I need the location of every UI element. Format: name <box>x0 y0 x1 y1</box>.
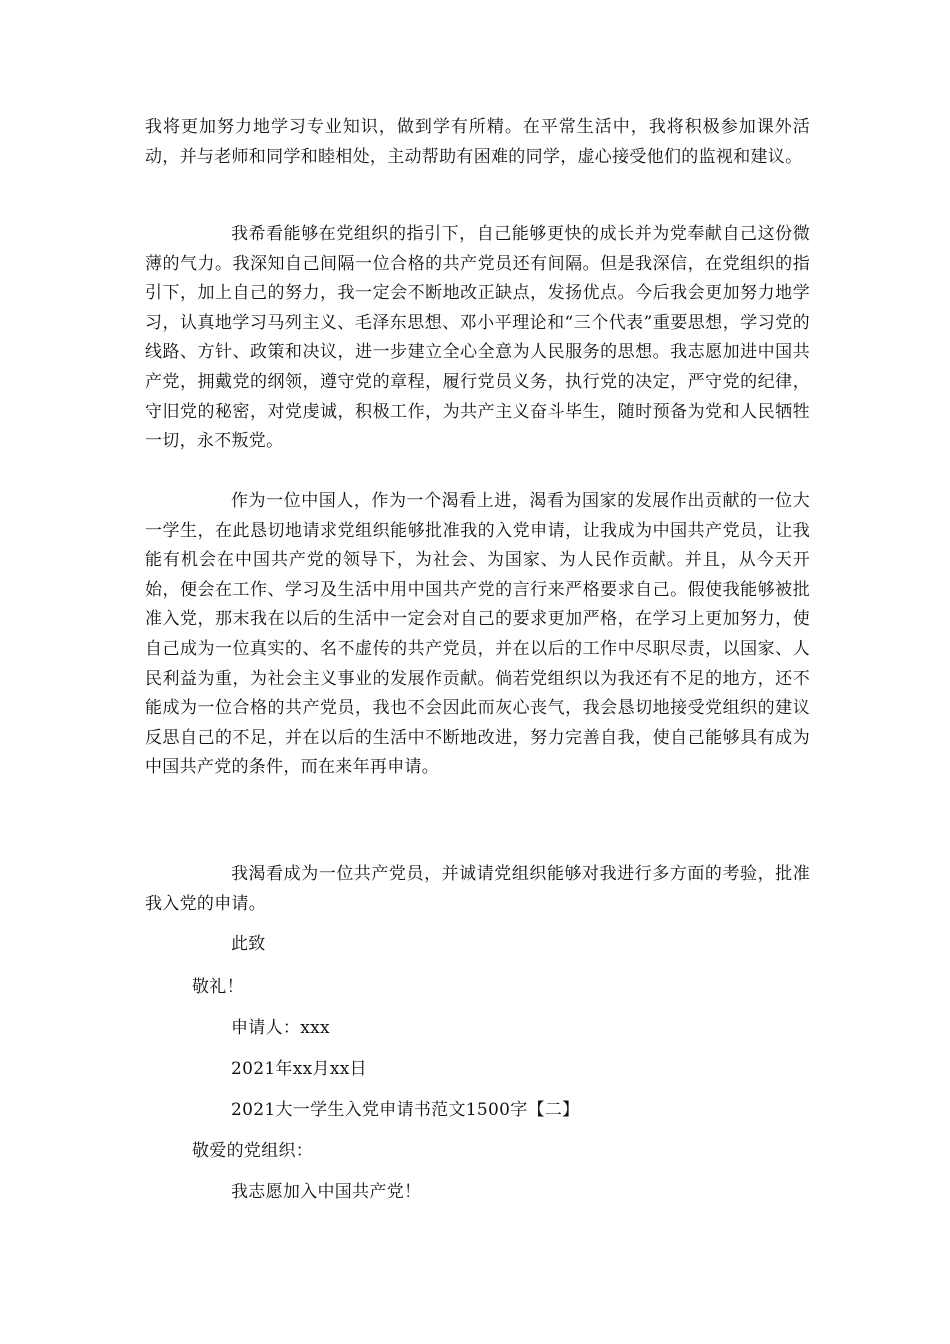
applicant-line: 申请人：xxx <box>231 1018 330 1038</box>
opening-line: 我志愿加入中国共产党！ <box>231 1182 422 1202</box>
paragraph-study: 我将更加努力地学习专业知识，做到学有所精。在平常生活中，我将积极参加课外活动，并与老师和同学和睦相处，主动帮助有困难的同学，虚心接受他们的监视和建议。 <box>145 117 810 167</box>
paragraph-aspiration: 我希看能够在党组织的指引下，自己能够更快的成长并为党奉献自己这份微薄的气力。我深知自己间隔一位合格的共产党员还有间隔。但是我深信，在党组织的指引下，加上自己的努力，我一定会不断地改正缺点，发扬优点。今后我会更加努力地学习，认真地学习马列主义、毛泽东思想、邓小平理论和“三个代表”重要思想，学习党的线路、方针、政策和决议，进一步建立全心全意为人民服务的思想。我志愿加进中国共产党，拥戴党的纲领，遵守党的章程，履行党员义务，执行党的决定，严守党的纪律，守旧党的秘密，对党虔诚，积极工作，为共产主义奋斗毕生，随时预备为党和人民牺牲一切，永不叛党。 <box>145 224 810 452</box>
closing-line: 此致 <box>231 934 266 954</box>
paragraph-request: 作为一位中国人，作为一个渴看上进，渴看为国家的发展作出贡献的一位大一学生，在此恳切地请求党组织能够批准我的入党申请，让我成为中国共产党员，让我能有机会在中国共产党的领导下，为社会、为国家、为人民作贡献。并且，从今天开始，便会在工作、学习及生活中用中国共产党的言行来严格要求自己。假使我能够被批准入党，那末我在以后的生活中一定会对自己的要求更加严格，在学习上更加努力，使自己成为一位真实的、名不虚传的共产党员，并在以后的工作中尽职尽责，以国家、人民利益为重，为社会主义事业的发展作贡献。倘若党组织以为我还有不足的地方，还不能成为一位合格的共产党员，我也不会因此而灰心丧气，我会恳切地接受党组织的建议反思自己的不足，并在以后的生活中不断地改进，努力完善自我，使自己能够具有成为中国共产党的条件，而在来年再申请。 <box>145 491 810 778</box>
date-line: 2021年xx月xx日 <box>231 1059 367 1079</box>
paragraph-conclusion: 我渴看成为一位共产党员，并诚请党组织能够对我进行多方面的考验，批准我入党的申请。 <box>145 864 810 914</box>
section-title: 2021大一学生入党申请书范文1500字【二】 <box>231 1100 580 1120</box>
salute-line: 敬礼！ <box>192 977 244 997</box>
greeting-line: 敬爱的党组织： <box>192 1141 314 1161</box>
